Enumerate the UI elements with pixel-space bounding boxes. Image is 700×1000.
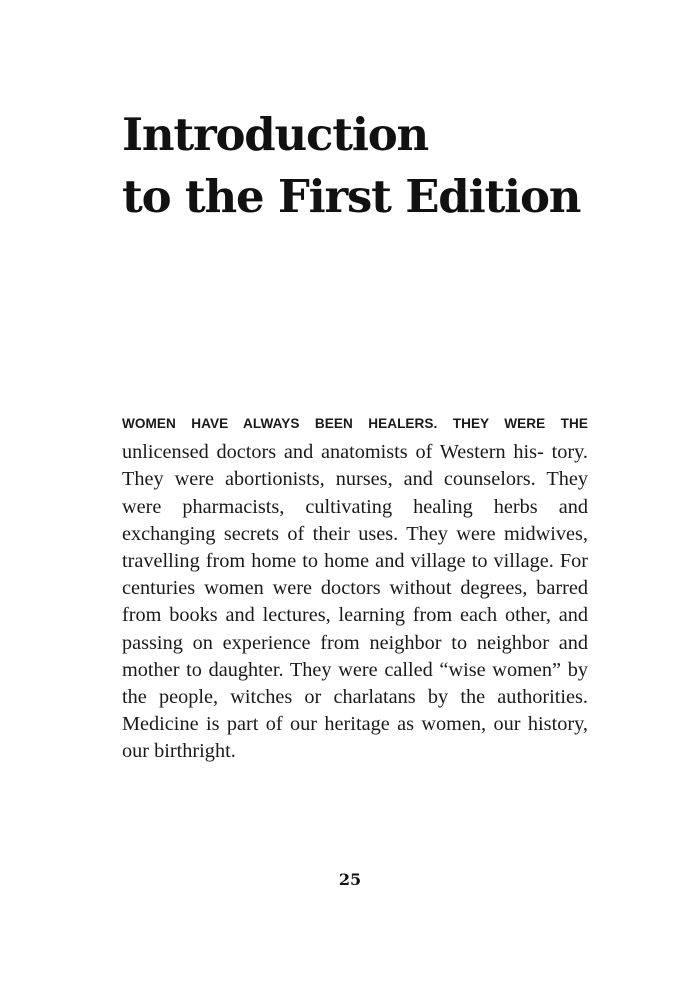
page-number: 25 [338, 870, 362, 889]
lead-in-line [122, 412, 588, 439]
lead-in-small-caps: WOMEN HAVE ALWAYS BEEN HEALERS. THEY WERE THE [122, 416, 588, 431]
chapter-title-line-1: Introduction [122, 108, 429, 161]
chapter-title-line-2: to the First Edition [122, 170, 581, 223]
body-paragraph [122, 412, 588, 766]
chapter-title [122, 104, 642, 228]
paragraph-text: unlicensed doctors and anatomists of Western his- tory. They were abortionists, nurses, and counselors. They were pharmacists, cultivating healing herbs and exchanging secrets of their uses. They were midwives, travelling from home to home and village to village. For centuries women were doctors without degrees, barred from books and lectures, learning from each other, and passing on experience from neighbor to neighbor and mother to daughter. They were called “wise women” by the people, witches or charlatans by the authorities. Medicine is part of our heritage as women, our history, our birthright. [122, 441, 588, 763]
